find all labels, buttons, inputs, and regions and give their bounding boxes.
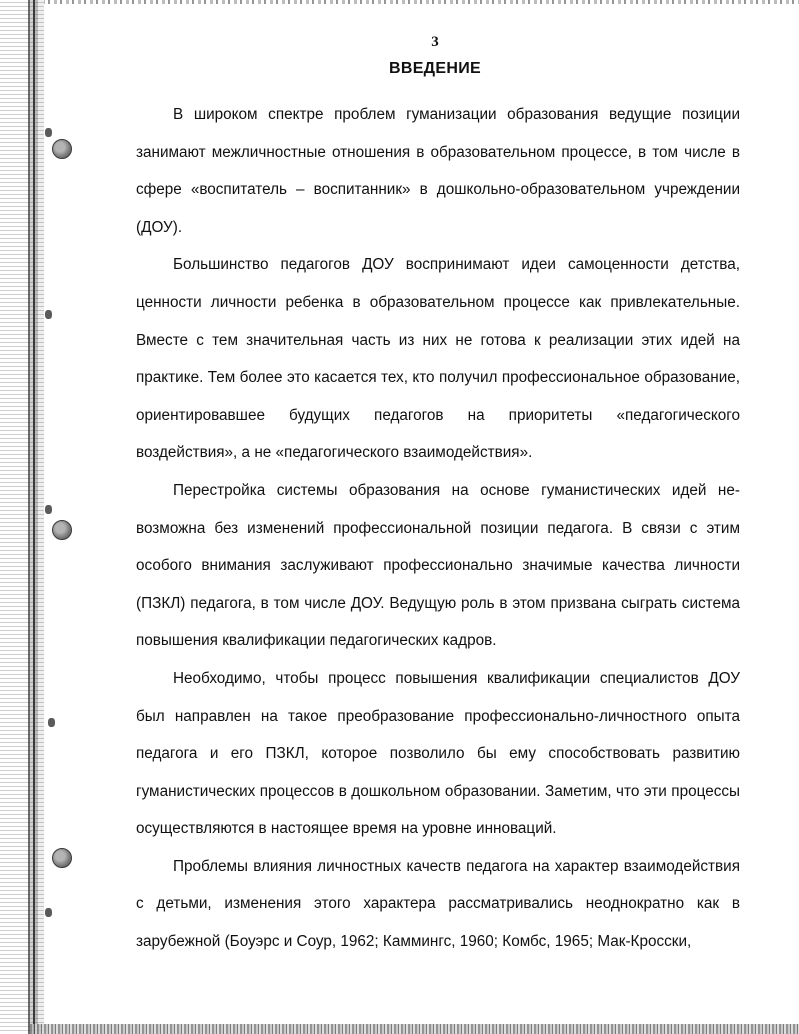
scan-speck [48, 718, 55, 727]
paragraph: Необходимо, чтобы процесс повышения квалификации специалистов ДОУ был направлен на такое преобразование профессионально-личностного опыта педагога и его ПЗКЛ, которое позволило бы ему способствовать развитию гуманистических процессов в дошкольном образовании. Заметим, что эти процессы осуществляются в настоящее время на уровне инноваций. [136, 669, 740, 838]
scan-edge-bottom [30, 1024, 799, 1034]
paragraph: Большинство педагогов ДОУ воспринимают идеи самоценности детства, ценности личности ребенка в образовательном процессе как привлекательные. Вместе с тем значительная часть из них не готова к реализации этих идей на практике. Тем более это касается тех, кто получил профессиональное образование, ориентировавшее будущих педагогов на приоритеты «педагогического воздействия», а не «педагогического взаимодействия». [136, 256, 740, 462]
scan-speck [45, 128, 52, 137]
binder-hole [52, 520, 72, 540]
binder-hole [52, 139, 72, 159]
scan-speck [45, 908, 52, 917]
page-number: 3 [431, 34, 439, 50]
scan-edge-top [30, 0, 799, 4]
binder-hole [52, 848, 72, 868]
paragraph: В широком спектре проблем гуманизации образования ведущие позиции занимают межличностные отношения в образовательном процессе, в том числе в сфере «воспитатель – воспитанник» в дошкольно-образовательном учреждении (ДОУ). [136, 106, 740, 236]
body-text [136, 96, 740, 961]
page-heading: ВВЕДЕНИЕ [389, 60, 481, 77]
scan-speck [45, 310, 52, 319]
paragraph: Перестройка системы образования на основе гуманистических идей невозможна без изменений профессиональной позиции педагога. В связи с этим особого внимания заслуживают профессионально значимые качества личности (ПЗКЛ) педагога, в том числе ДОУ. Ведущую роль в этом призвана сыграть система повышения квалификации педагогических кадров. [136, 481, 740, 650]
paragraph: Проблемы влияния личностных качеств педагога на характер взаимодействия с детьми, изменения этого характера рассматривались неоднократно как в зарубежной (Боуэрс и Соур, 1962; Каммингс, 1960; Комбс, 1965; Мак-Кросски, [136, 857, 740, 951]
scan-binding-edge [0, 0, 44, 1034]
scan-speck [45, 505, 52, 514]
